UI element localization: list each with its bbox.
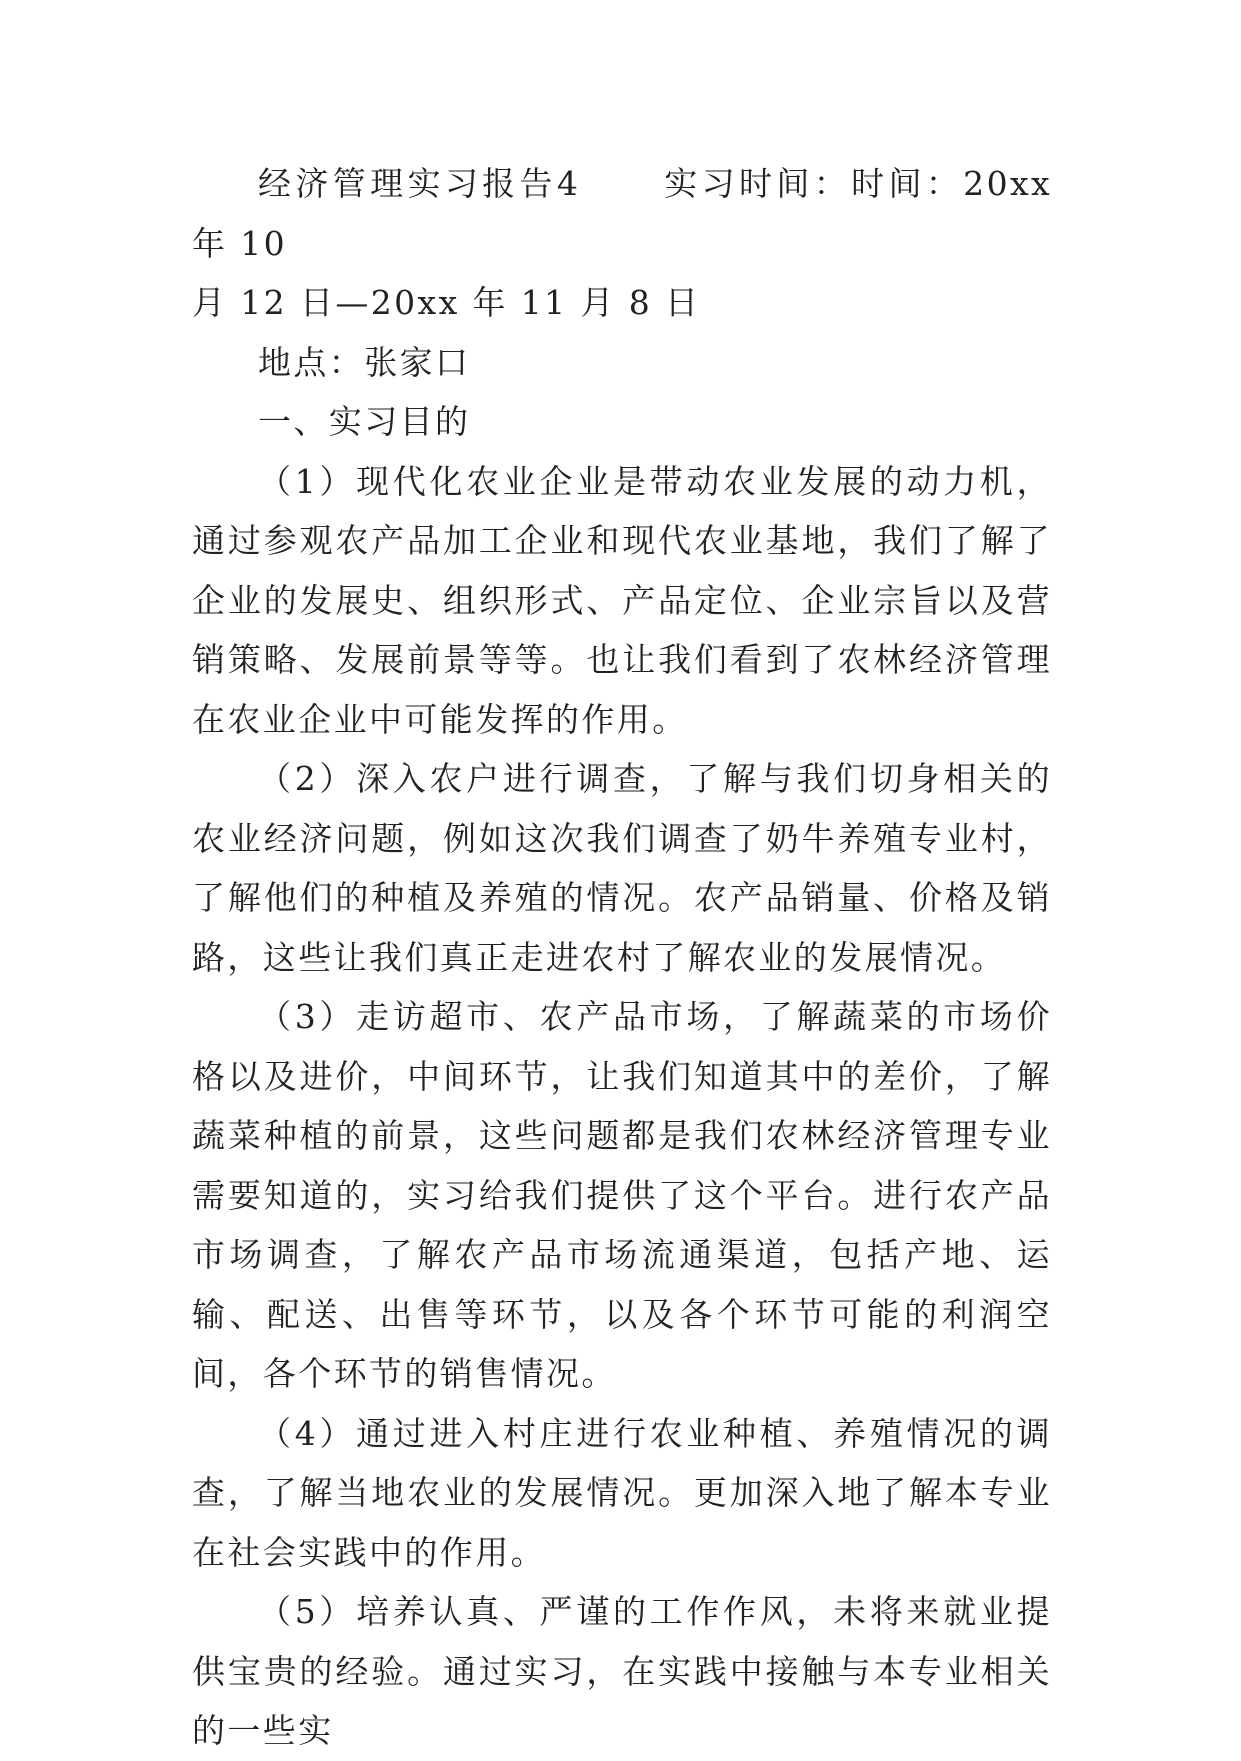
- paragraph-purpose-3: （3）走访超市、农产品市场，了解蔬菜的市场价格以及进价，中间环节，让我们知道其中的差价，了解蔬菜种植的前景，这些问题都是我们农林经济管理专业需要知道的，实习给我们提供了这个平台。进行农产品市场调查，了解农产品市场流通渠道，包括产地、运输、配送、出售等环节，以及各个环节可能的利润空间，各个环节的销售情况。: [192, 997, 1052, 1393]
- section-heading-purpose: 一、实习目的: [258, 402, 471, 441]
- paragraph-purpose-2: （2）深入农户进行调查，了解与我们切身相关的农业经济问题，例如这次我们调查了奶牛养殖专业村，了解他们的种植及养殖的情况。农产品销量、价格及销路，这些让我们真正走进农村了解农业的发展情况。: [192, 759, 1052, 977]
- paragraph-purpose-4: （4）通过进入村庄进行农业种植、养殖情况的调查，了解当地农业的发展情况。更加深入地了解本专业在社会实践中的作用。: [192, 1413, 1052, 1572]
- internship-location: 地点：张家口: [258, 342, 471, 382]
- internship-time-start: 实习时间：时间：20xx 年 10: [192, 164, 1052, 263]
- report-header-line: [192, 154, 1052, 273]
- paragraph-purpose-5: （5）培养认真、严谨的工作作风，未将来就业提供宝贵的经验。通过实习，在实践中接触与本专业相关的一些实: [192, 1592, 1052, 1750]
- paragraph-purpose-1: （1）现代化农业企业是带动农业发展的动力机，通过参观农产品加工企业和现代农业基地，我们了解了企业的发展史、组织形式、产品定位、企业宗旨以及营销策略、发展前景等等。也让我们看到了农林经济管理在农业企业中可能发挥的作用。: [192, 461, 1052, 739]
- document-body: [192, 154, 1052, 1761]
- internship-time-end: 月 12 日—20xx 年 11 月 8 日: [192, 283, 701, 322]
- report-title: 经济管理实习报告4: [258, 164, 581, 203]
